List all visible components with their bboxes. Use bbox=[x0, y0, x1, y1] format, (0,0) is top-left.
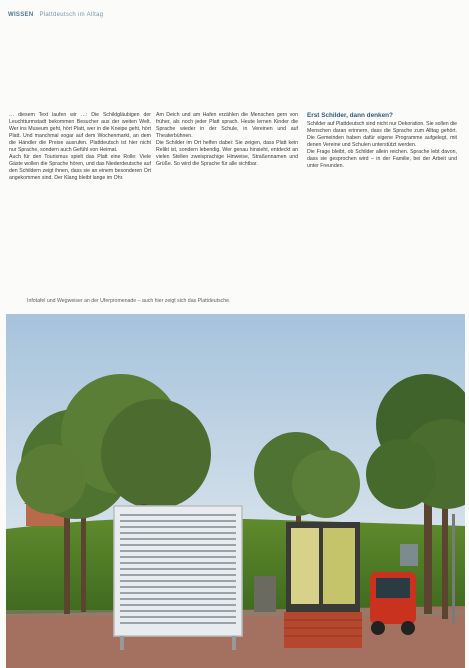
info-box bbox=[307, 112, 457, 170]
photo-illustration bbox=[6, 314, 465, 668]
paragraph: Die Schilder im Ort helfen dabei: Sie zeigen, dass Platt kein Relikt ist, sondern lebendig. Wer genau hinsieht, entdeckt an vielen Stellen zweisprachige Hinweise, Straßennamen und Grüße. So wird die Sprache für alle sichtbar. bbox=[156, 140, 298, 168]
text-column-2 bbox=[156, 112, 298, 168]
paragraph: … diesem Text laufen wir …: Die Schildgläubigen der Leuchtturmstadt bekommen Besucher aus der weiten Welt. Wer ins Museum geht, hört Platt, wer in die Kneipe geht, hört Platt. Und manchmal sogar auf dem Wochenmarkt, an dem die Händler die Preise ausrufen. Plattdeutsch ist hier nicht nur Sprache, sondern auch Gefühl von Heimat. bbox=[9, 112, 151, 154]
trash-bin bbox=[254, 576, 276, 612]
paragraph: Am Deich und am Hafen erzählen die Menschen gern von früher, als noch jeder Platt sprach. Heute lernen Kinder die Sprache wieder in der Schule, in Vereinen und auf Theaterbühnen. bbox=[156, 112, 298, 140]
magazine-name: WISSEN bbox=[8, 12, 34, 18]
paragraph: Auch für den Tourismus spielt das Platt eine Rolle: Viele Gäste wollen die Sprache hören, und das Niederdeutsche auf den Schildern zeigt ihnen, dass sie an einem besonderen Ort angekommen sind. Der Klang bleibt lange im Ohr. bbox=[9, 154, 151, 182]
paragraph: Schilder auf Plattdeutsch sind nicht nur Dekoration. Sie sollen die Menschen daran erinnern, dass die Sprache zum Alltag gehört. Die Gemeinden haben dafür eigene Programme aufgelegt, mit denen Vereine und Schulen unterstützt werden. bbox=[307, 121, 457, 149]
running-title: Plattdeutsch im Alltag bbox=[39, 12, 104, 18]
kiosk-showcase bbox=[284, 522, 362, 648]
info-board bbox=[114, 506, 242, 650]
sign-box bbox=[400, 544, 418, 566]
photo-promenade bbox=[6, 314, 465, 668]
paragraph: Die Frage bleibt, ob Schilder allein reichen. Sprache lebt davon, dass sie gesprochen wird – in der Familie, bei der Arbeit und unter Freunden. bbox=[307, 149, 457, 170]
lamp-post bbox=[452, 514, 455, 624]
photo-caption: Infotafel und Wegweiser an der Uferpromenade – auch hier zeigt sich das Plattdeutsche. bbox=[27, 298, 231, 304]
text-column-1 bbox=[9, 112, 151, 182]
running-head bbox=[8, 12, 103, 18]
info-box-title: Erst Schilder, dann denken? bbox=[307, 112, 393, 119]
